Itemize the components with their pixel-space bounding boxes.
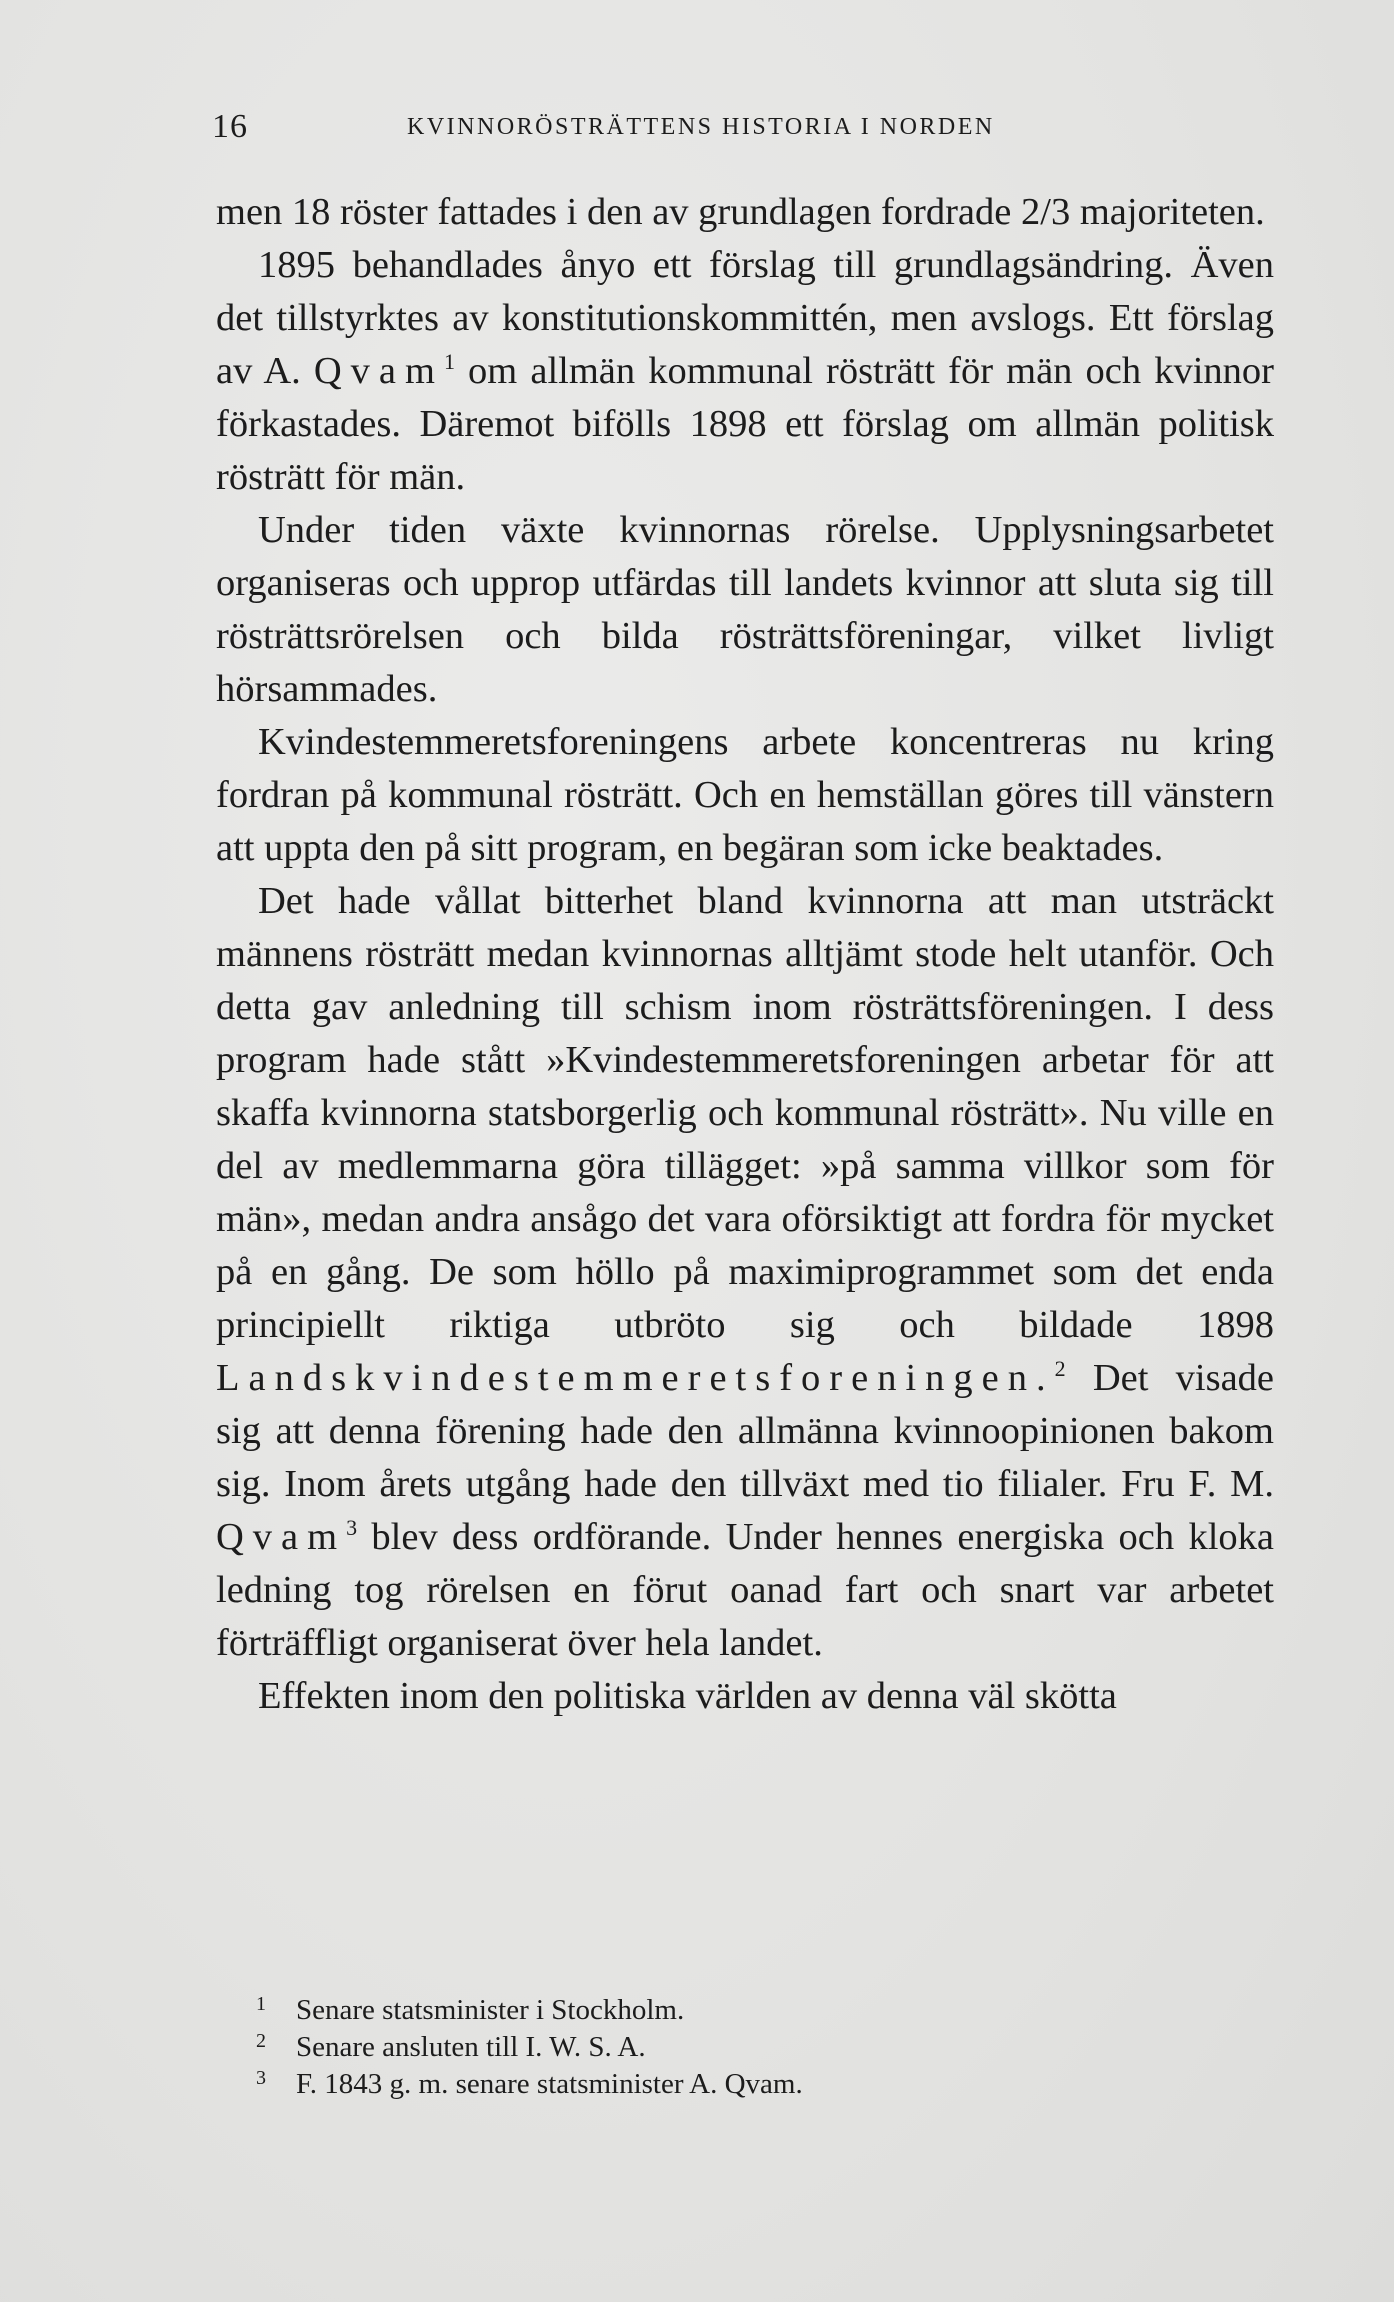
footnote-number: 3 — [256, 2067, 266, 2089]
paragraph-1: men 18 röster fattades i den av grundlagen fordrade 2/3 majoriteten. — [216, 191, 1265, 233]
paragraph-3: Under tiden växte kvinnornas rörelse. Upplysningsarbetet organiseras och upprop utfärdas till landets kvinnor att sluta sig till rösträttsrörelsen och bilda rösträttsföreningar, vilket livligt hörsammades. — [216, 509, 1274, 710]
paragraph-2: 1895 behandlades ånyo ett förslag till grundlagsändring. Även det tillstyrktes av konstitutionskommittén, men avslogs. Ett förslag av A. Qvam$^1$ om allmän kommunal rösträtt för män och kvinnor förkastades. Däremot bifölls 1898 ett förslag om allmän politisk rösträtt för män. — [216, 244, 1274, 498]
footnote-text: Senare statsminister i Stockholm. — [296, 1994, 685, 2026]
footnote-text: Senare ansluten till I. W. S. A. — [296, 2031, 646, 2063]
fraction-two-thirds: 2/3 — [1021, 191, 1071, 233]
footnote-ref-2: 2 — [1054, 1356, 1066, 1381]
footnote-number: 2 — [256, 2030, 266, 2052]
footnote-ref-1: 1 — [443, 349, 455, 374]
footnote-ref-3: 3 — [346, 1515, 358, 1540]
paragraph-6: Effekten inom den politiska världen av denna väl skötta — [258, 1675, 1117, 1717]
footnotes — [256, 1992, 1156, 2103]
name-qvam-spaced: Qvam — [313, 350, 444, 392]
footnote — [256, 2066, 1156, 2103]
paragraph-5: Det hade vållat bitterhet bland kvinnorna att man utsträckt männens rösträtt medan kvinnornas alltjämt stode helt utanför. Och detta gav anledning till schism inom rösträttsföreningen. I dess program hade stått »Kvindestemmeretsforeningen arbetar för att skaffa kvinnorna statsborgerlig och kommunal rösträtt». Nu ville en del av medlemmarna göra tillägget: »på samma villkor som för män», medan andra ansågo det vara oförsiktigt att fordra för mycket på en gång. De som höllo på maximiprogrammet som det enda principiellt riktiga utbröto sig och bildade 1898 Landskvindestemmeretsforeningen.$^2$ Det visade sig att denna förening hade den allmänna kvinnoopinionen bakom sig. Inom årets utgång hade den tillväxt med tio filialer. Fru F. M. Qvam$^3$ blev dess ordförande. Under hennes energiska och kloka ledning tog rörelsen en förut oanad fart och snart var arbetet förträffligt organiserat över hela landet. — [216, 880, 1274, 1664]
footnote-text: F. 1843 g. m. senare statsminister A. Qvam. — [296, 2068, 803, 2100]
running-title: KVINNORÖSTRÄTTENS HISTORIA I NORDEN — [407, 114, 995, 140]
footnote — [256, 1992, 1156, 2029]
body-text — [216, 186, 1274, 1723]
footnote-number: 1 — [256, 1993, 266, 2015]
paragraph-4: Kvindestemmeretsforeningens arbete koncentreras nu kring fordran på kommunal rösträtt. Och en hemställan göres till vänstern att uppta den på sitt program, en begäran som icke beaktades. — [216, 721, 1274, 869]
org-name-spaced: Landskvindestemmeretsforeningen. — [216, 1357, 1055, 1399]
name-qvam-spaced-2: Qvam — [216, 1516, 347, 1558]
page-number: 16 — [212, 108, 248, 145]
footnote — [256, 2029, 1156, 2066]
running-head — [212, 108, 1072, 152]
